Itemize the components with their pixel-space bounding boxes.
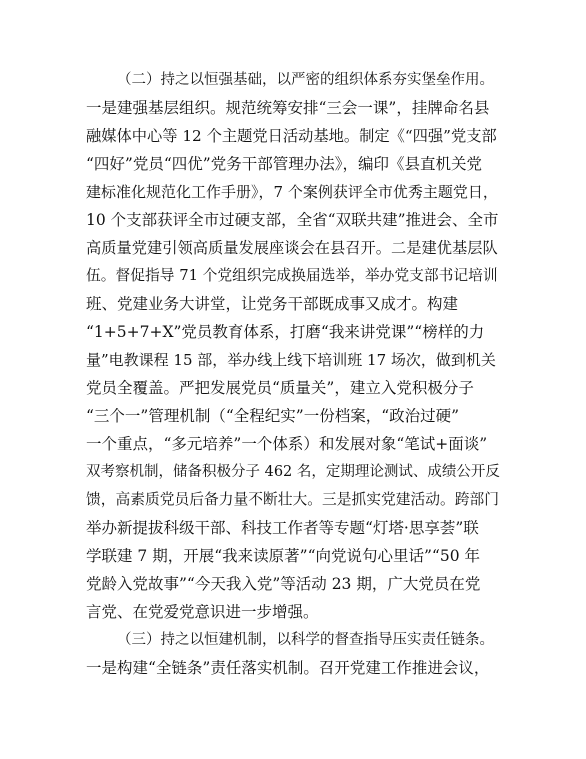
text-line: 言党、在党爱党意识进一步增强。 bbox=[86, 603, 319, 621]
text-line: 伍。督促指导 71 个党组织完成换届选举，举办党支部书记培训 bbox=[86, 267, 498, 284]
text-line: “四好”党员“四优”党务干部管理办法》，编印《县直机关党 bbox=[86, 155, 482, 173]
text-line: 建标准化规范化工作手册》，7 个案例获评全市优秀主题党日， bbox=[86, 183, 498, 201]
text-line: 馈，高素质党员后备力量不断壮大。三是抓实党建活动。跨部门 bbox=[86, 491, 499, 508]
text-line: 一是构建“全链条”责任落实机制。召开党建工作推进会议， bbox=[86, 659, 490, 677]
text-line: （二）持之以恒强基础，以严密的组织体系夯实堡垒作用。 bbox=[117, 72, 494, 88]
text-line: 一个重点，“多元培养”一个体系）和发展对象“笔试+面谈” bbox=[86, 435, 488, 453]
text-line: 举办新提拔科级干部、科技工作者等专题“灯塔·思享荟”联 bbox=[86, 519, 479, 537]
text-line: 双考察机制，储备积极分子 462 名，定期理论测试、成绩公开反 bbox=[86, 464, 500, 480]
text-line: 10 个支部获评全市过硬支部，全省“双联共建”推进会、全市 bbox=[86, 211, 499, 229]
document-body bbox=[86, 66, 500, 682]
text-line: “三个一”管理机制（“全程纪实”一份档案，“政治过硬” bbox=[86, 407, 460, 425]
text-line: 学联建 7 期，开展“我来读原著”“向党说句心里话”“50 年 bbox=[86, 547, 480, 565]
text-line: 高质量党建引领高质量发展座谈会在县召开。二是建优基层队 bbox=[86, 239, 498, 257]
text-line: 量”电教课程 15 部，举办线上线下培训班 17 场次，做到机关 bbox=[86, 351, 496, 369]
text-line: 党龄入党故事”“今天我入党”等活动 23 期，广大党员在党 bbox=[86, 575, 481, 593]
text-line: 党员全覆盖。严把发展党员“质量关”，建立入党积极分子 bbox=[86, 379, 474, 397]
text-line: （三）持之以恒建机制，以科学的督查指导压实责任链条。 bbox=[117, 632, 494, 648]
text-line: 一是建强基层组织。规范统筹安排“三会一课”，挂牌命名县 bbox=[86, 99, 490, 117]
text-line: 融媒体中心等 12 个主题党日活动基地。制定《“四强”党支部 bbox=[86, 127, 497, 145]
text-line: 班、党建业务大讲堂，让党务干部既成事又成才。构建 bbox=[86, 295, 459, 313]
text-line: “1+5+7+X”党员教育体系，打磨“我来讲党课”“榜样的力 bbox=[86, 323, 485, 341]
